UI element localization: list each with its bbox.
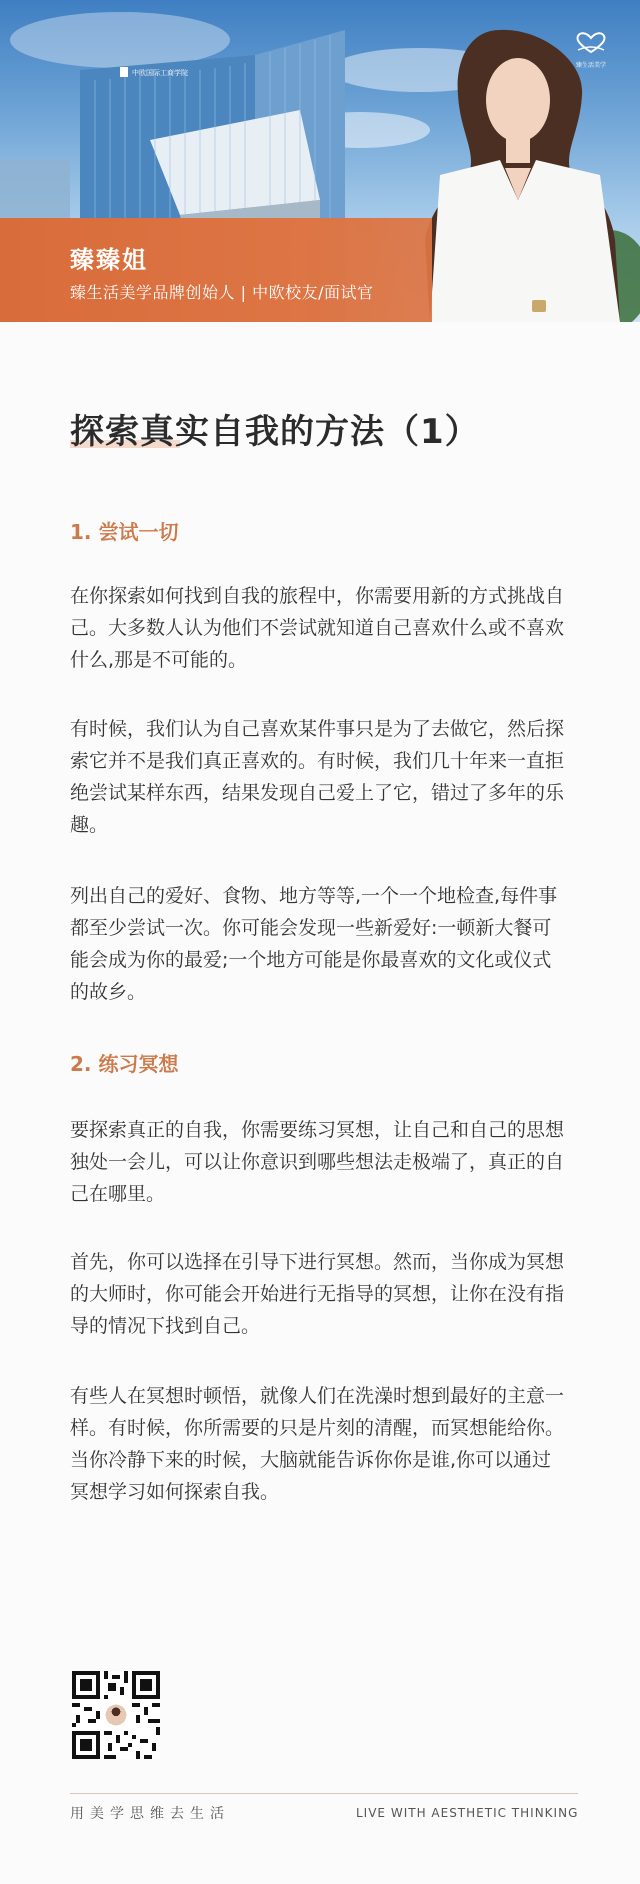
- qr-code-icon: [72, 1671, 160, 1759]
- brand-logo: [566, 30, 616, 69]
- building-sign-mark: [120, 67, 128, 77]
- author-name: 臻臻姐: [70, 246, 148, 274]
- logo-text: 臻生活美学: [575, 62, 606, 69]
- section-heading-1: 1. 尝试一切: [70, 520, 179, 544]
- name-banner: [0, 218, 432, 322]
- section-heading-2: 2. 练习冥想: [70, 1052, 179, 1076]
- footer-slogan-en: LIVE WITH AESTHETIC THINKING: [356, 1806, 579, 1820]
- paragraph: 有些人在冥想时顿悟，就像人们在洗澡时想到最好的主意一样。有时候，你所需要的只是片刻的清醒，而冥想能给你。当你冷静下来的时候，大脑就能告诉你你是谁,你可以通过冥想学习如何探索自我。: [70, 1385, 565, 1503]
- header-banner: [0, 0, 640, 322]
- footer-slogan-cn: 用美学思维去生活: [70, 1806, 230, 1822]
- heart-logo-icon: [574, 30, 608, 54]
- paragraph: 有时候，我们认为自己喜欢某件事只是为了去做它，然后探索它并不是我们真正喜欢的。有时候，我们几十年来一直拒绝尝试某样东西，结果发现自己爱上了它，错过了多年的乐趣。: [70, 718, 565, 836]
- qr-code[interactable]: [72, 1671, 160, 1759]
- paragraph: 首先，你可以选择在引导下进行冥想。然而，当你成为冥想的大师时，你可能会开始进行无指导的冥想，让你在没有指导的情况下找到自己。: [70, 1251, 565, 1337]
- page-title: 探索真实自我的方法（1）: [70, 412, 480, 452]
- footer-divider: [70, 1793, 578, 1794]
- paragraph: 列出自己的爱好、食物、地方等等,一个一个地检查,每件事都至少尝试一次。你可能会发现一些新爱好:一顿新大餐可能会成为你的最爱;一个地方可能是你最喜欢的文化或仪式的故乡。: [70, 885, 558, 1003]
- author-title: 臻生活美学品牌创始人 | 中欧校友/面试官: [70, 283, 374, 302]
- building-sign: 中欧国际工商学院: [132, 69, 188, 77]
- paragraph: 在你探索如何找到自我的旅程中，你需要用新的方式挑战自己。大多数人认为他们不尝试就知道自己喜欢什么或不喜欢什么,那是不可能的。: [70, 585, 565, 671]
- paragraph: 要探索真正的自我，你需要练习冥想，让自己和自己的思想独处一会儿，可以让你意识到哪些想法走极端了，真正的自己在哪里。: [70, 1119, 565, 1205]
